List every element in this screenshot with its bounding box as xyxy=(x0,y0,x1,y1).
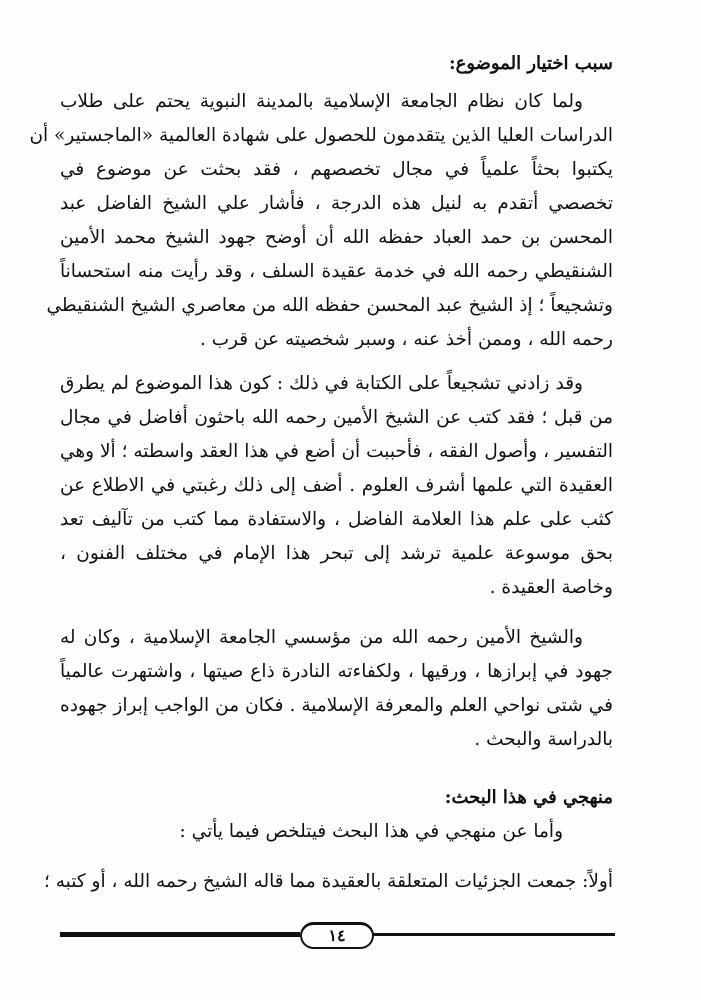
text-line: المحسن بن حمد العباد حفظه الله أن أوضح جهود الشيخ محمد الأمين xyxy=(60,227,613,248)
text-line: الدراسات العليا الذين يتقدمون للحصول على شهادة العالمية «الماجستير» أن xyxy=(29,125,613,146)
text-line: وخاصة العقيدة . xyxy=(489,577,613,598)
text-line: والشيخ الأمين رحمه الله من مؤسسي الجامعة الإسلامية ، وكان له xyxy=(60,627,583,648)
text-line: تخصصي أتقدم به لنيل هذه الدرجة ، فأشار علي الشيخ الفاضل عبد xyxy=(60,193,613,214)
text-line: بحق موسوعة علمية ترشد إلى تبحر هذا الإمام في مختلف الفنون ، xyxy=(60,543,613,564)
text-line: في شتى نواحي العلم والمعرفة الإسلامية . فكان من الواجب إبراز جهوده xyxy=(60,695,613,716)
text-line: العقيدة التي علمها أشرف العلوم . أضف إلى ذلك رغبتي في الاطلاع عن xyxy=(60,475,613,496)
section-heading-reason: سبب اختيار الموضوع: xyxy=(448,53,613,74)
text-line: ولما كان نظام الجامعة الإسلامية بالمدينة النبوية يحتم على طلاب xyxy=(60,91,583,112)
text-line: يكتبوا بحثاً علمياً في مجال تخصصهم ، فقد بحثت عن موضوع في xyxy=(60,159,613,180)
text-line: كثب على علم هذا العلامة الفاضل ، والاستفادة مما كتب من تآليف تعد xyxy=(60,509,613,530)
text-line: أولاً: جمعت الجزئيات المتعلقة بالعقيدة مما قاله الشيخ رحمه الله ، أو كتبه ؛ xyxy=(43,871,613,892)
text-line: وتشجيعاً ؛ إذ الشيخ عبد المحسن حفظه الله من معاصري الشيخ الشنقيطي xyxy=(46,295,613,316)
footer-rule xyxy=(370,933,615,936)
text-line: الشنقيطي رحمه الله في خدمة عقيدة السلف ، وقد رأيت منه استحساناً xyxy=(60,261,613,282)
text-line: وأما عن منهجي في هذا البحث فيتلخص فيما يأتي : xyxy=(179,821,563,842)
text-line: بالدراسة والبحث . xyxy=(474,729,613,750)
text-line: من قبل ؛ فقد كتب عن الشيخ الأمين رحمه الله باحثون أفاضل في مجال xyxy=(60,407,613,428)
footer-rule xyxy=(60,932,300,937)
section-heading-method: منهجي في هذا البحث: xyxy=(444,787,613,808)
page-footer xyxy=(60,922,615,946)
text-line: رحمه الله ، وممن أخذ عنه ، وسبر شخصيته عن قرب . xyxy=(199,329,613,350)
page-number: ١٤ xyxy=(300,922,374,949)
text-line: وقد زادني تشجيعاً على الكتابة في ذلك : كون هذا الموضوع لم يطرق xyxy=(60,373,583,394)
text-line: التفسير ، وأصول الفقه ، فأحببت أن أضع في هذا العقد واسطته ؛ ألا وهي xyxy=(60,441,613,462)
text-line: جهود في إبرازها ، ورقيها ، ولكفاءته النادرة ذاع صيتها ، واشتهرت عالمياً xyxy=(60,661,613,682)
